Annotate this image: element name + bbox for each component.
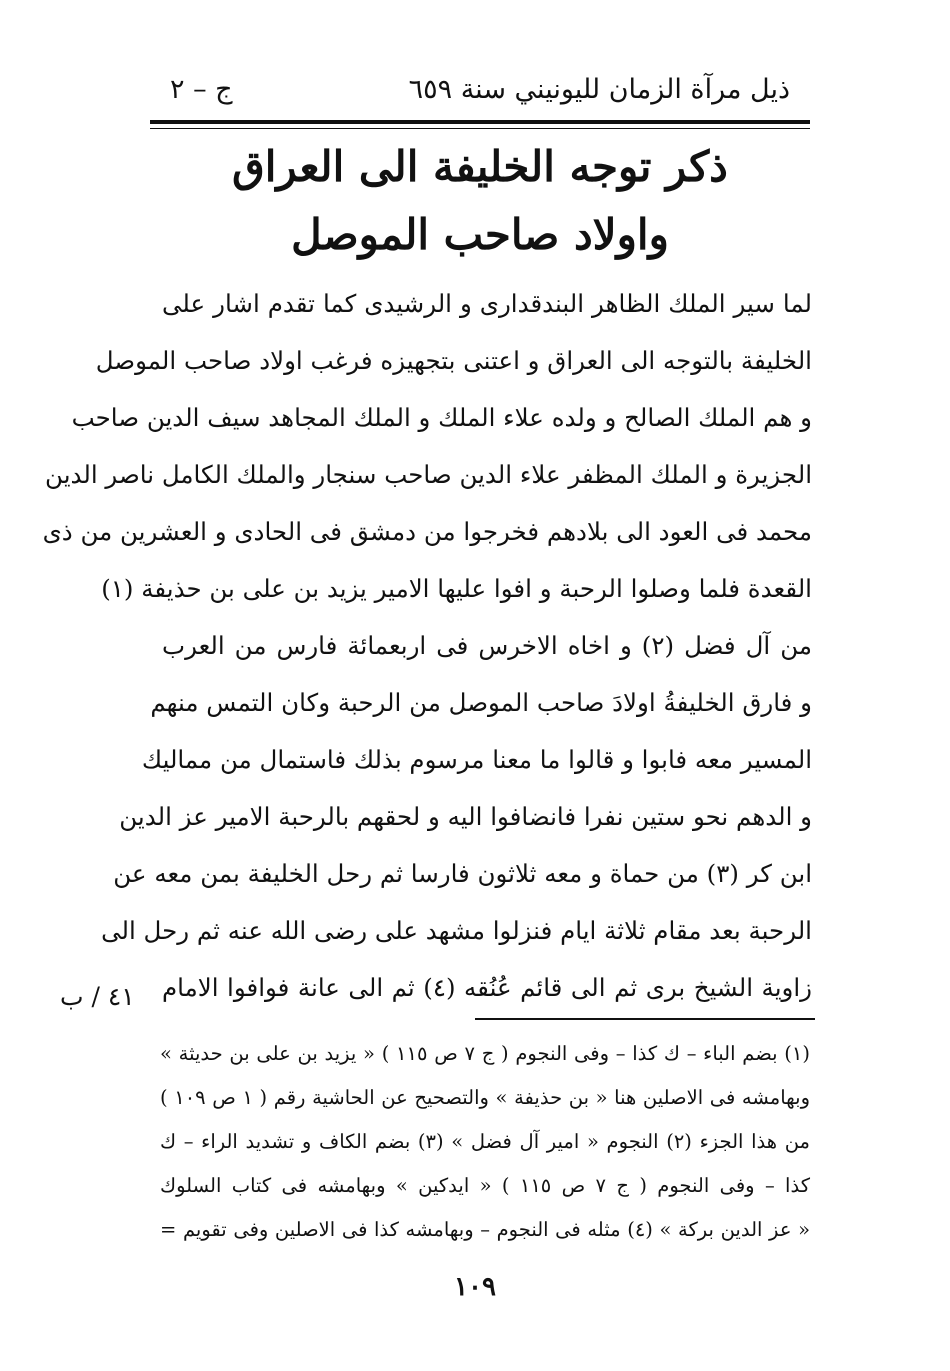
footnote-line: كذا – وفى النجوم ( ج ٧ ص ١١٥ ) « ايدكين » وبهامشه فى كتاب السلوك — [160, 1174, 810, 1197]
body-line: الجزيرة و الملك المظفر علاء الدين صاحب سنجار والملك الكامل ناصر الدين — [45, 460, 812, 489]
body-line: لما سير الملك الظاهر البندقدارى و الرشيدى كما تقدم اشار على — [162, 289, 812, 318]
footnote-line: وبهامشه فى الاصلين هنا « بن حذيفة » والتصحيح عن الحاشية رقم ( ١ ص ١٠٩ ) — [160, 1086, 810, 1109]
chapter-title-line-1: ذكر توجه الخليفة الى العراق — [232, 142, 728, 191]
footnote-rule — [475, 1018, 815, 1020]
running-header — [150, 70, 790, 118]
body-line: المسير معه فابوا و قالوا ما معنا مرسوم بذلك فاستمال من مماليك — [141, 745, 812, 774]
header-volume: ج – ٢ — [170, 74, 233, 105]
footnote-line: من هذا الجزء (٢) النجوم « امير آل فضل » (٣) بضم الكاف و تشديد الراء – ك — [160, 1130, 810, 1153]
chapter-title-line-2: واولاد صاحب الموصل — [291, 210, 669, 259]
body-line: من آل فضل (٢) و اخاه الاخرس فى اربعمائة فارس من العرب — [162, 631, 812, 660]
body-line: محمد فى العود الى بلادهم فخرجوا من دمشق فى الحادى و العشرين من ذى — [42, 517, 812, 546]
body-line: القعدة فلما وصلوا الرحبة و افوا عليها الامير يزيد بن على بن حذيفة (١) — [101, 574, 812, 603]
header-rule-thin — [150, 128, 810, 129]
footnote-line: (١) بضم الباء – ك كذا – وفى النجوم ( ج ٧ ص ١١٥ ) « يزيد بن على بن حديثة » — [160, 1042, 810, 1065]
header-rule-thick — [150, 120, 810, 124]
body-line: ابن كر (٣) من حماة و معه ثلاثون فارسا ثم رحل الخليفة بمن معه عن — [113, 859, 812, 888]
footnote-line: « عز الدين بركة » (٤) مثله فى النجوم – وبهامشه كذا فى الاصلين وفى تقويم = — [160, 1218, 810, 1241]
body-line: زاوية الشيخ برى ثم الى قائم عُنُقه (٤) ثم الى عانة فوافوا الامام — [162, 973, 812, 1002]
header-book-title: ذيل مرآة الزمان لليونيني سنة ٦٥٩ — [408, 74, 790, 105]
body-line: و الدهم نحو ستين نفرا فانضافوا اليه و لحقهم بالرحبة الامير عز الدين — [119, 802, 812, 831]
folio-margin-note: ٤١ / ب — [60, 982, 135, 1011]
body-line: و هم الملك الصالح و ولده علاء الملك و الملك المجاهد سيف الدين صاحب — [71, 403, 812, 432]
body-line: الخليفة بالتوجه الى العراق و اعتنى بتجهيزه فرغب اولاد صاحب الموصل — [95, 346, 812, 375]
body-line: و فارق الخليفةُ اولادَ صاحب الموصل من الرحبة وكان التمس منهم — [150, 688, 812, 717]
body-line: الرحبة بعد مقام ثلاثة ايام فنزلوا مشهد على رضى الله عنه ثم رحل الى — [101, 916, 812, 945]
page-number: ١٠٩ — [454, 1272, 496, 1302]
